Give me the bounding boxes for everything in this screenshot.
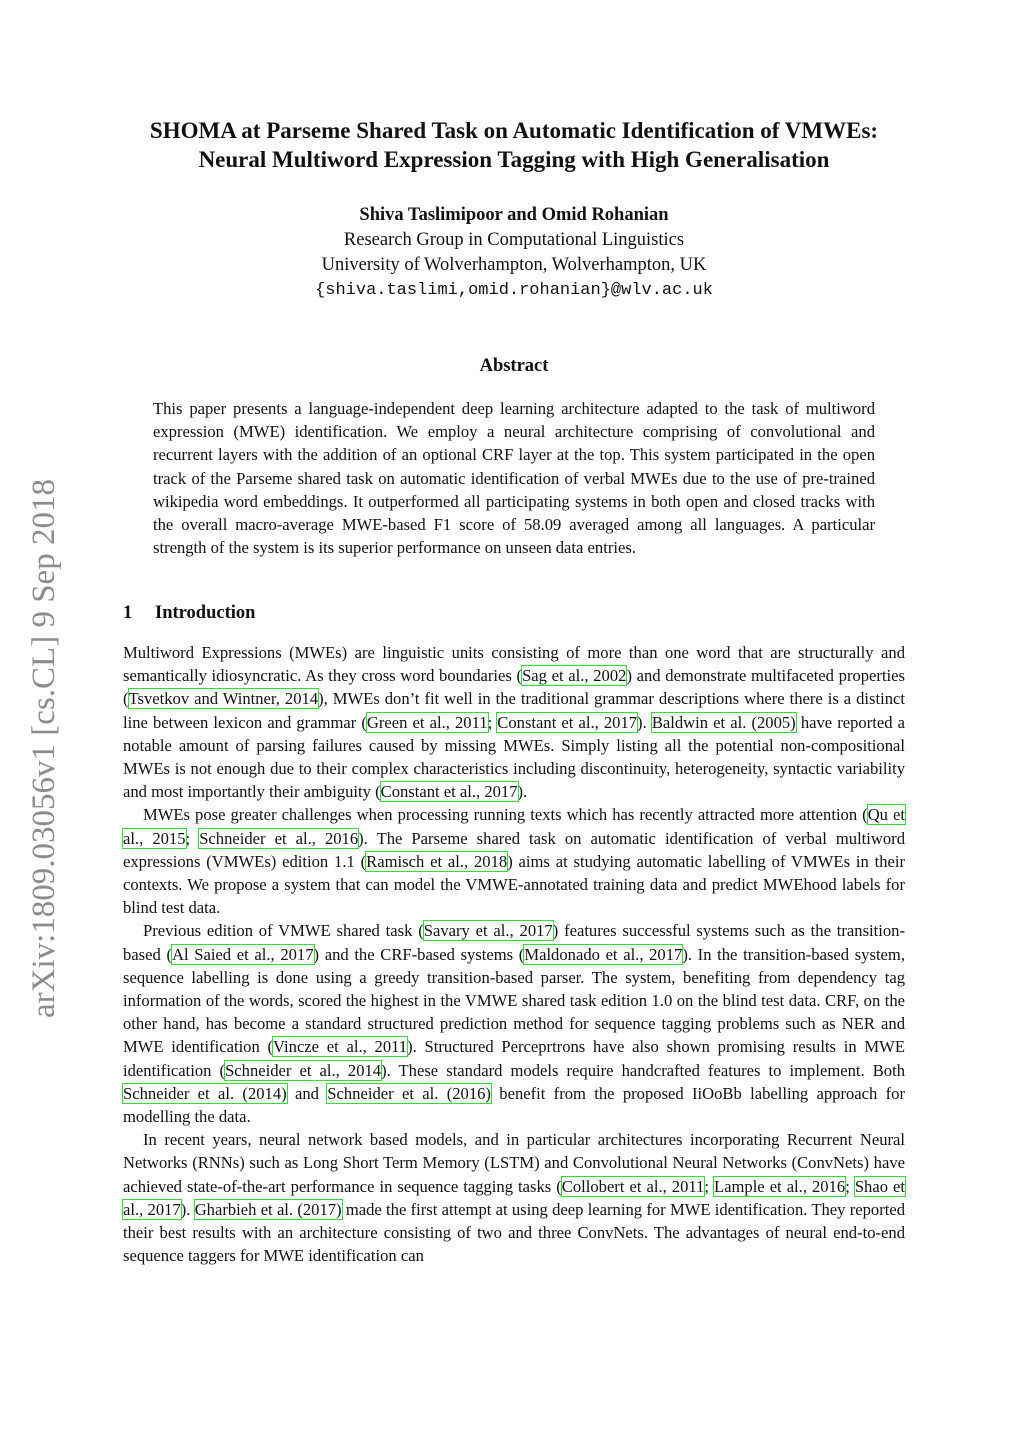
text: ) features successful systems such as the transition-based (	[123, 921, 905, 964]
citation-link[interactable]: Shao et al., 2017	[123, 1176, 906, 1219]
title-line-2: Neural Multiword Expression Tagging with High Generalisation	[198, 147, 830, 172]
text: MWEs pose greater challenges when processing running texts which has recently attracted more attention (	[143, 805, 868, 825]
citation-link[interactable]: Collobert et al., 2011	[561, 1176, 705, 1196]
text: ) and the CRF-based systems (	[313, 944, 525, 964]
section-title: Introduction	[155, 603, 256, 623]
paragraph-3	[123, 919, 905, 1128]
text: ). These standard models require handcrafted features to implement. Both	[381, 1060, 905, 1080]
text: Previous edition of VMWE shared task (	[143, 921, 424, 941]
abstract-heading: Abstract	[479, 356, 549, 376]
introduction-body	[123, 641, 905, 1267]
title-line-1: SHOMA at Parseme Shared Task on Automatic Identification of VMWEs:	[149, 118, 879, 143]
paper-title	[123, 116, 905, 174]
citation-link[interactable]: Ramisch et al., 2018	[366, 851, 508, 871]
citation-link[interactable]: Gharbieh et al. (2017)	[194, 1199, 342, 1219]
citation-link[interactable]: Savary et al., 2017	[423, 921, 553, 941]
abstract-text: This paper presents a language-independent deep learning architecture adapted to the task of multiword expression (MWE) identification. We employ a neural architecture comprising of convolutional and recurrent layers with the addition of an optional CRF layer at the top. This system participated in the open track of the Parseme shared task on automatic identification of verbal MWEs due to the use of pre-trained wikipedia word embeddings. It outperformed all participating systems in both open and closed tracks with the overall macro-average MWE-based F1 score of 58.09 averaged among all languages. A particular strength of the system is its superior performance on unseen data entries.	[153, 399, 875, 558]
citation-link[interactable]: Qu et al., 2015	[123, 805, 905, 848]
citation-link[interactable]: Schneider et al. (2014)	[123, 1083, 287, 1103]
text: ;	[845, 1176, 855, 1196]
text: ). The Parseme shared task on automatic identification of verbal multiword expressions (VMWEs) edition 1.1 (	[123, 828, 906, 871]
section-number: 1	[123, 603, 133, 623]
citation-link[interactable]: Schneider et al., 2014	[225, 1060, 382, 1080]
citation-link[interactable]: Constant et al., 2017	[497, 712, 638, 732]
text: ). Structured Perceprtrons have also shown promising results in MWE identification (	[123, 1037, 905, 1080]
text: made the first attempt at using deep learning for MWE identification. They reported their best results with an architecture consisting of two and three ConvNets. The advantages of neural end-to-end sequence taggers for MWE identification can	[123, 1199, 906, 1266]
citation-link[interactable]: Maldonado et al., 2017	[524, 944, 683, 964]
text: ;	[704, 1176, 714, 1196]
text: ). In the transition-based system, sequence labelling is done using a greedy transition-based parser. The system, benefiting from dependency tag information of the words, scored the highest in the VMWE shared task edition 1.0 on the blind test data. CRF, on the other hand, has become a standard structured prediction method for sequence tagging problems such as NER and MWE identification (	[123, 944, 905, 1057]
citation-link[interactable]: Green et al., 2011	[366, 712, 488, 732]
text: and	[286, 1083, 328, 1103]
text: ).	[637, 712, 652, 732]
text: ;	[487, 712, 498, 732]
text: have reported a notable amount of parsing failures caused by missing MWEs. Simply listing all the potential non-compositional MWEs is not enough due to their complex characteristics including discontinuity, heterogeneity, syntactic variability and most importantly their ambiguity (	[123, 712, 905, 802]
text: ) and demonstrate multifaceted properties (	[123, 666, 905, 709]
text: ;	[185, 828, 200, 848]
citation-link[interactable]: Constant et al., 2017	[380, 782, 518, 802]
affiliation-group: Research Group in Computational Linguistics	[343, 230, 685, 250]
arxiv-stamp: arXiv:1809.03056v1 [cs.CL] 9 Sep 2018	[26, 479, 62, 1018]
section-heading-introduction	[123, 603, 255, 624]
citation-link[interactable]: Sag et al., 2002	[522, 666, 627, 686]
citation-link[interactable]: Schneider et al. (2016)	[327, 1083, 491, 1103]
text: benefit from the proposed IiOoBb labelling approach for modelling the data.	[123, 1083, 905, 1127]
text: ).	[517, 782, 528, 802]
citation-link[interactable]: Lample et al., 2016	[713, 1176, 846, 1196]
paragraph-1	[123, 641, 905, 803]
text: In recent years, neural network based models, and in particular architectures incorporating Recurrent Neural Networks (RNNs) such as Long Short Term Memory (LSTM) and Convolutional Neural Networks (ConvNets) have achieved state-of-the-art performance in sequence tagging tasks (	[123, 1130, 905, 1196]
citation-link[interactable]: Vincze et al., 2011	[273, 1037, 408, 1057]
paragraph-4	[123, 1128, 905, 1267]
citation-link[interactable]: Tsvetkov and Wintner, 2014	[128, 689, 319, 709]
author-email: {shiva.taslimi,omid.rohanian}@wlv.ac.uk	[315, 281, 713, 300]
text: ), MWEs don’t fit well in the traditional grammar descriptions where there is a distinct line between lexicon and grammar (	[123, 689, 905, 732]
affiliation-university: University of Wolverhampton, Wolverhampton, UK	[321, 255, 707, 275]
citation-link[interactable]: Schneider et al., 2016	[199, 828, 359, 848]
text: ) aims at studying automatic labelling of VMWEs in their contexts. We propose a system that can model the VMWE-annotated training data and predict MWEhood labels for blind test data.	[123, 851, 906, 918]
author-names: Shiva Taslimipoor and Omid Rohanian	[359, 205, 669, 225]
text: ).	[180, 1199, 195, 1219]
paragraph-2	[123, 803, 905, 919]
citation-link[interactable]: Baldwin et al. (2005)	[651, 712, 796, 732]
citation-link[interactable]: Al Saied et al., 2017	[171, 944, 314, 964]
text: Multiword Expressions (MWEs) are linguistic units consisting of more than one word that are structurally and semantically idiosyncratic. As they cross word boundaries (	[123, 643, 905, 686]
author-block	[123, 203, 905, 303]
